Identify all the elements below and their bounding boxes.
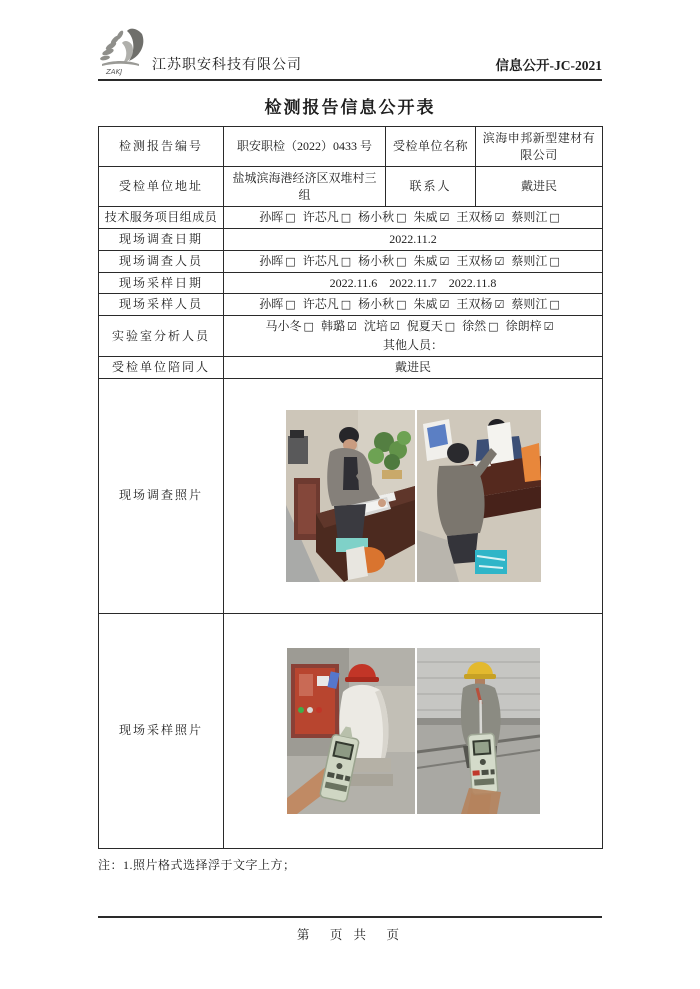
row-sampling-date	[99, 272, 603, 294]
lab-team-cell	[224, 316, 603, 357]
person-checkbox: 蔡则江 □	[511, 253, 560, 268]
person-checkbox: 王双杨 ☑	[456, 253, 505, 268]
row-survey-photos	[99, 378, 603, 613]
row-sampling-photos	[99, 613, 603, 848]
survey-photos-cell	[224, 378, 603, 613]
person-checkbox: 沈培 ☑	[363, 319, 400, 334]
person-checkbox: 王双杨 ☑	[456, 210, 505, 225]
sampling-date-value: 2022.11.6 2022.11.7 2022.11.8	[224, 272, 603, 294]
person-checkbox: 马小冬 □	[265, 319, 314, 334]
survey-photos-label: 现场调查照片	[99, 378, 224, 613]
row-companion	[99, 356, 603, 378]
sampling-photo-right	[417, 648, 540, 814]
sampling-date-label: 现场采样日期	[99, 272, 224, 294]
page-footer: 第 页 共 页	[98, 916, 602, 943]
sampling-team-label: 现场采样人员	[99, 294, 224, 316]
survey-team-label: 现场调查人员	[99, 250, 224, 272]
client-address-value: 盐城滨海港经济区双堆村三组	[224, 167, 386, 207]
survey-team-people	[224, 250, 603, 272]
person-checkbox: 朱威 ☑	[413, 210, 450, 225]
person-checkbox: 孙晖 □	[259, 210, 296, 225]
person-checkbox: 孙晖 □	[259, 297, 296, 312]
disclosure-table	[98, 126, 603, 849]
companion-label: 受检单位陪同人	[99, 356, 224, 378]
person-checkbox: 倪夏天 □	[406, 319, 456, 334]
survey-photo-left	[286, 410, 415, 582]
page	[98, 0, 602, 873]
person-checkbox: 许芯凡 □	[302, 210, 352, 225]
doc-code: 信息公开-JC-2021	[495, 58, 602, 73]
form-title: 检测报告信息公开表	[264, 98, 436, 117]
sampling-photos-label: 现场采样照片	[99, 613, 224, 848]
client-name-value: 滨海申邦新型建材有限公司	[476, 127, 603, 167]
contact-label: 联系人	[386, 167, 476, 207]
company-name: 江苏职安科技有限公司	[152, 58, 302, 73]
person-checkbox: 蔡则江 □	[511, 297, 560, 312]
footnote: 注：1.照片格式选择浮于文字上方；	[98, 857, 296, 872]
sampling-photos-cell	[224, 613, 603, 848]
client-name-label: 受检单位名称	[386, 127, 476, 167]
client-address-label: 受检单位地址	[99, 167, 224, 207]
person-checkbox: 朱威 ☑	[413, 297, 450, 312]
person-checkbox: 徐朗梓 ☑	[505, 319, 554, 334]
company-logo-icon	[98, 28, 150, 76]
brand	[98, 28, 302, 76]
person-checkbox: 朱威 ☑	[413, 253, 450, 268]
person-checkbox: 许芯凡 □	[302, 297, 352, 312]
lab-team-others: 其他人员：	[382, 337, 443, 352]
row-tech-team	[99, 207, 603, 229]
person-checkbox: 孙晖 □	[259, 253, 296, 268]
lab-team-label: 实验室分析人员	[99, 316, 224, 357]
survey-date-value: 2022.11.2	[224, 229, 603, 251]
person-checkbox: 杨小秋 □	[358, 297, 407, 312]
row-report-no	[99, 127, 603, 167]
contact-value: 戴进民	[476, 167, 603, 207]
companion-value: 戴进民	[224, 356, 603, 378]
person-checkbox: 杨小秋 □	[358, 210, 407, 225]
report-no-value: 职安职检（2022）0433 号	[224, 127, 386, 167]
person-checkbox: 王双杨 ☑	[456, 297, 505, 312]
person-checkbox: 韩璐 ☑	[320, 319, 357, 334]
page-header	[98, 26, 602, 81]
survey-date-label: 现场调查日期	[99, 229, 224, 251]
sampling-photo-left	[287, 648, 415, 814]
row-lab-team	[99, 316, 603, 357]
person-checkbox: 杨小秋 □	[358, 253, 407, 268]
report-no-label: 检测报告编号	[99, 127, 224, 167]
survey-photo-right	[417, 410, 541, 582]
person-checkbox: 蔡则江 □	[511, 210, 560, 225]
tech-team-people	[224, 207, 603, 229]
lab-team-people	[228, 318, 598, 335]
survey-photo-pair	[228, 410, 598, 582]
sampling-photo-pair	[228, 648, 598, 814]
row-survey-date	[99, 229, 603, 251]
svg-text:ZAKJ: ZAKJ	[106, 68, 123, 76]
row-address	[99, 167, 603, 207]
sampling-team-people	[224, 294, 603, 316]
row-survey-team	[99, 250, 603, 272]
row-sampling-team	[99, 294, 603, 316]
tech-team-label: 技术服务项目组成员	[99, 207, 224, 229]
person-checkbox: 徐然 □	[462, 319, 499, 334]
person-checkbox: 许芯凡 □	[302, 253, 352, 268]
